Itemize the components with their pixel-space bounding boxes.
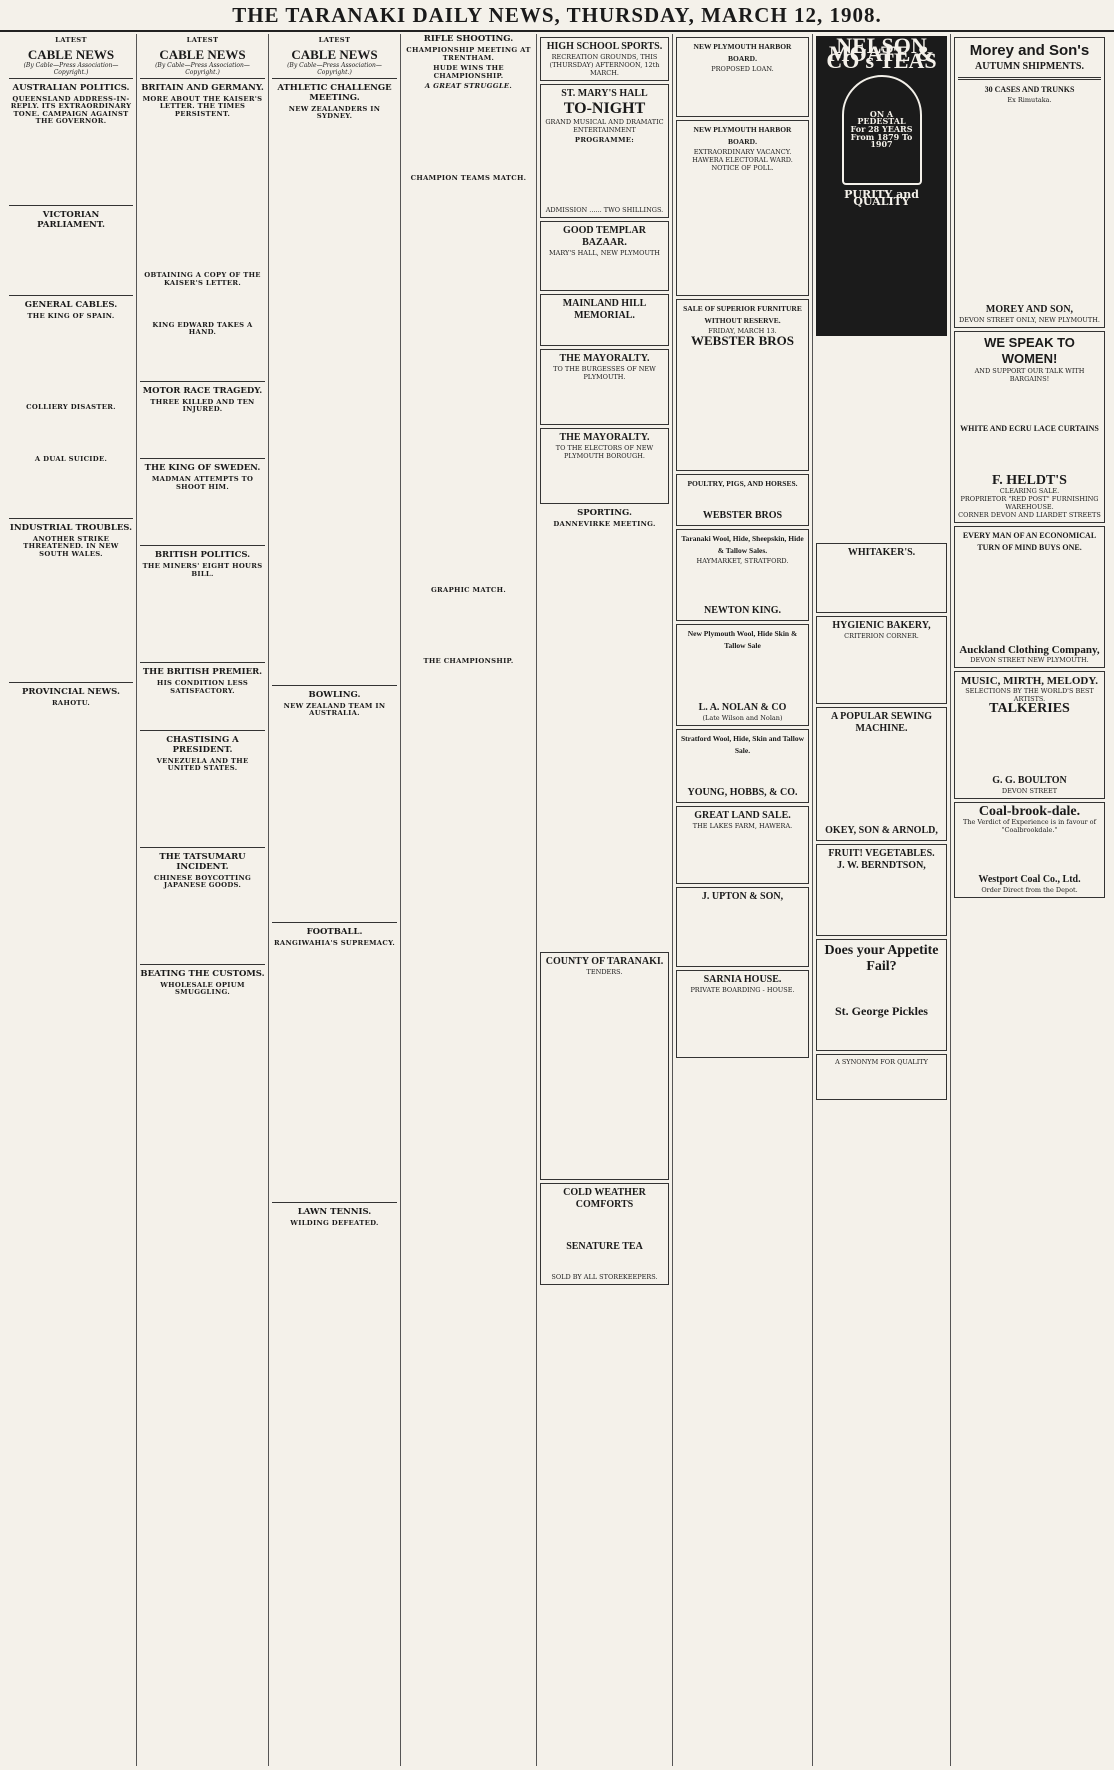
advert-subtitle: EXTRAORDINARY VACANCY. HAWERA ELECTORAL WARD. NOTICE OF POLL. — [692, 148, 793, 172]
column-6 — [672, 34, 812, 1766]
advert-subtitle: The Verdict of Experience is in favour of "Coalbrookdale." — [963, 818, 1096, 834]
section-title: THE TATSUMARU INCIDENT. — [159, 851, 246, 872]
advert-title: Morey and Son's — [969, 42, 1090, 59]
latest-label: LATEST — [55, 36, 87, 44]
advert-firm: WHITAKER'S. — [847, 547, 916, 558]
advert-title: GREAT LAND SALE. — [694, 810, 791, 821]
section-subtitle: A GREAT STRUGGLE. — [424, 82, 513, 91]
advert-county-taranaki — [540, 952, 669, 1180]
advert-st-marys-hall — [540, 84, 669, 218]
advert-subtitle: CRITERION CORNER. — [844, 632, 919, 640]
section-subtitle: THE MINERS' EIGHT HOURS BILL. — [142, 562, 263, 578]
advert-appetite — [816, 939, 947, 1051]
article-body — [9, 127, 133, 202]
advert-subtitle: TO THE BURGESSES OF NEW PLYMOUTH. — [553, 364, 656, 381]
section-title: VICTORIAN PARLIAMENT. — [37, 209, 105, 230]
advert-bazaar — [540, 221, 669, 291]
advert-auckland-clothing — [954, 526, 1105, 668]
advert-memorial — [540, 294, 669, 346]
section-subtitle: GRAPHIC MATCH. — [430, 585, 507, 594]
pedestal-icon: ON A PEDESTAL For 28 YEARS From 1879 To 1907 — [842, 75, 922, 185]
advert-title: FRUIT! VEGETABLES. — [828, 848, 935, 859]
column-5 — [536, 34, 672, 1766]
advert-line: 30 CASES AND TRUNKS — [984, 85, 1075, 94]
section-title: AUSTRALIAN POLITICS. — [12, 82, 130, 93]
advert-order: Order Direct from the Depot. — [981, 886, 1078, 894]
section-title: GENERAL CABLES. — [24, 299, 118, 310]
advert-coalbrookdale — [954, 802, 1105, 898]
advert-firm: NEWTON KING. — [703, 605, 782, 616]
advert-firm: WEBSTER BROS — [702, 510, 783, 521]
newspaper-page — [6, 34, 1108, 1766]
section-title: SPORTING. — [577, 507, 632, 518]
section-title: BOWLING. — [308, 689, 361, 700]
advert-subtitle: PRIVATE BOARDING - HOUSE. — [690, 986, 795, 994]
advert-title: ST. MARY'S HALL — [561, 88, 648, 99]
advert-furniture-sale — [676, 299, 809, 471]
advert-firm: G. G. BOULTON — [992, 775, 1067, 786]
advert-title: A SYNONYM FOR QUALITY — [835, 1058, 928, 1066]
nelson-purity: PURITY and QUALITY — [844, 187, 919, 209]
section-subtitle: HIS CONDITION LESS SATISFACTORY. — [156, 679, 249, 695]
column-8 — [950, 34, 1108, 1766]
section-subtitle: CHINESE BOYCOTTING JAPANESE GOODS. — [153, 873, 252, 890]
advert-admission: ADMISSION ...... TWO SHILLINGS. — [545, 205, 664, 214]
section-subtitle: THE KING OF SPAIN. — [27, 311, 115, 320]
section-subtitle: NEW ZEALAND TEAM IN AUSTRALIA. — [283, 701, 386, 718]
advert-product: St. George Pickles — [835, 1004, 928, 1018]
advert-firm: L. A. NOLAN & CO — [698, 702, 787, 713]
advert-title: COLD WEATHER COMFORTS — [563, 1187, 646, 1211]
section-subtitle: RAHOTU. — [51, 699, 91, 708]
advert-title: Does your Appetite Fail? — [824, 943, 939, 974]
advert-mayoralty-1 — [540, 349, 669, 425]
advert-nelson-teas — [816, 36, 947, 336]
advert-high-school-sports — [540, 37, 669, 81]
advert-sewing-machine — [816, 707, 947, 841]
section-title: BEATING THE CUSTOMS. — [140, 968, 265, 979]
advert-title: New Plymouth Wool, Hide Skin & Tallow Sale — [687, 629, 798, 650]
advert-title: THE MAYORALTY. — [559, 352, 650, 364]
section-title: ATHLETIC CHALLENGE MEETING. — [277, 82, 392, 103]
advert-firm: MOREY AND SON, — [985, 304, 1074, 315]
advert-ship: Ex Rimutaka. — [1007, 96, 1052, 104]
column-1 — [6, 34, 136, 1766]
advert-address: CORNER DEVON AND LIARDET STREETS — [958, 511, 1101, 519]
advert-subtitle: TO THE ELECTORS OF NEW PLYMOUTH BOROUGH. — [555, 443, 654, 460]
advert-line: PROPRIETOR "RED POST" FURNISHING WAREHOUSE. — [960, 495, 1099, 511]
advert-title: THE MAYORALTY. — [559, 431, 650, 443]
advert-subtitle: RECREATION GROUNDS, THIS (THURSDAY) AFTERNOON, 12th MARCH. — [549, 53, 660, 77]
advert-talkeries — [954, 671, 1105, 799]
advert-title: COUNTY OF TARANAKI. — [545, 956, 664, 968]
advert-firm: J. UPTON & SON, — [701, 891, 784, 902]
section-subtitle: WHOLESALE OPIUM SMUGGLING. — [160, 980, 245, 997]
advert-address: DEVON STREET — [1001, 787, 1058, 795]
advert-sarnia-house — [676, 970, 809, 1058]
advert-harbor-loan — [676, 37, 809, 117]
advert-poultry — [676, 474, 809, 526]
advert-harbor-poll — [676, 120, 809, 296]
section-subtitle: CHAMPIONSHIP MEETING AT TRENTHAM. — [406, 46, 531, 62]
latest-label: LATEST — [186, 36, 219, 44]
advert-title: Coal-brook-dale. — [978, 804, 1081, 819]
section-subtitle: A DUAL SUICIDE. — [34, 454, 108, 463]
advert-title: SALE OF SUPERIOR FURNITURE WITHOUT RESERVE. — [683, 304, 802, 325]
section-subtitle: KING EDWARD TAKES A HAND. — [152, 320, 253, 337]
advert-subtitle: TENDERS. — [586, 968, 623, 977]
section-subtitle: ANOTHER STRIKE THREATENED. IN NEW SOUTH WALES. — [23, 534, 119, 558]
advert-big-text: TO-NIGHT — [563, 100, 646, 117]
advert-address: DEVON STREET NEW PLYMOUTH. — [970, 656, 1089, 664]
advert-title: HYGIENIC BAKERY, — [832, 620, 931, 631]
advert-firm: OKEY, SON & ARNOLD, — [825, 825, 938, 836]
advert-firm: Westport Coal Co., Ltd. — [978, 874, 1081, 885]
advert-cold-weather — [540, 1183, 669, 1285]
advert-subtitle: AND SUPPORT OUR TALK WITH BARGAINS! — [974, 367, 1085, 383]
advert-subtitle: THE LAKES FARM, HAWERA. — [692, 822, 793, 830]
advert-title: SENATURE TEA — [566, 1241, 643, 1253]
advert-subtitle: HAYMARKET, STRATFORD. — [696, 557, 789, 565]
advert-address: DEVON STREET ONLY, NEW PLYMOUTH. — [959, 316, 1100, 324]
cable-news-heading: CABLE NEWS — [291, 46, 378, 62]
advert-date: FRIDAY, MARCH 13. — [708, 327, 777, 335]
advert-programme: PROGRAMME: — [574, 136, 635, 144]
cable-news-heading: CABLE NEWS — [159, 46, 246, 62]
advert-firm-sub: (Late Wilson and Nolan) — [702, 714, 783, 722]
advert-title: MUSIC, MIRTH, MELODY. — [960, 675, 1099, 687]
advert-mayoralty-2 — [540, 428, 669, 504]
advert-title: Taranaki Wool, Hide, Sheepskin, Hide & Tallow Sales. — [681, 534, 804, 555]
section-subtitle: NEW ZEALANDERS IN SYDNEY. — [288, 104, 381, 121]
advert-footer: SOLD BY ALL STOREKEEPERS. — [551, 1273, 658, 1282]
advert-title: Stratford Wool, Hide, Skin and Tallow Sale. — [680, 734, 805, 755]
byline: (By Cable—Press Association—Copyright.) — [272, 62, 397, 79]
section-title: MOTOR RACE TRAGEDY. — [142, 385, 263, 396]
section-title: BRITISH POLITICS. — [154, 550, 251, 561]
advert-stratford-wool — [676, 729, 809, 803]
advert-whitakers — [816, 543, 947, 613]
byline: (By Cable—Press Association—Copyright.) — [140, 62, 265, 79]
advert-fruit — [816, 844, 947, 936]
section-title: THE KING OF SWEDEN. — [144, 462, 261, 473]
section-title: THE BRITISH PREMIER. — [142, 667, 263, 678]
advert-firm: YOUNG, HOBBS, & CO. — [687, 787, 798, 798]
section-title: LAWN TENNIS. — [297, 1206, 372, 1217]
section-subtitle: HUDE WINS THE CHAMPIONSHIP. — [433, 64, 504, 80]
advert-taranaki-wool — [676, 529, 809, 621]
section-title: INDUSTRIAL TROUBLES. — [9, 522, 133, 533]
advert-np-wool — [676, 624, 809, 726]
section-subtitle: COLLIERY DISASTER. — [26, 403, 116, 412]
advert-subtitle: CLEARING SALE. — [999, 487, 1060, 495]
advert-subtitle: SELECTIONS BY THE WORLD'S BEST ARTISTS. — [965, 687, 1094, 703]
advert-subtitle: GRAND MUSICAL AND DRAMATIC ENTERTAINMENT — [545, 118, 664, 134]
section-subtitle: THE CHAMPIONSHIP. — [423, 657, 514, 666]
section-subtitle: QUEENSLAND ADDRESS-IN-REPLY. ITS EXTRAORDINARY TONE. CAMPAIGN AGAINST THE GOVERNOR. — [10, 94, 132, 126]
advert-title: GOOD TEMPLAR BAZAAR. — [563, 224, 646, 248]
advert-line: WHITE AND ECRU LACE CURTAINS — [960, 424, 1099, 433]
section-title: PROVINCIAL NEWS. — [22, 687, 120, 698]
advert-title: SARNIA HOUSE. — [703, 974, 782, 985]
advert-title: WE SPEAK TO WOMEN! — [984, 335, 1075, 366]
advert-speak-to-women — [954, 331, 1105, 523]
column-3 — [268, 34, 400, 1766]
section-title: FOOTBALL. — [306, 926, 363, 937]
section-subtitle: THREE KILLED AND TEN INJURED. — [150, 397, 255, 414]
advert-synonym — [816, 1054, 947, 1100]
advert-big-text: TALKERIES — [989, 701, 1070, 716]
masthead — [0, 0, 1114, 32]
column-7 — [812, 34, 950, 1766]
section-title: RIFLE SHOOTING. — [423, 34, 514, 44]
section-subtitle: OBTAINING A COPY OF THE KAISER'S LETTER. — [144, 271, 261, 287]
advert-firm: J. W. BERNDTSON, — [837, 860, 926, 871]
advert-title: POULTRY, PIGS, AND HORSES. — [687, 479, 798, 488]
advert-firm: F. HELDT'S — [992, 473, 1067, 488]
section-subtitle: RANGIWAHIA'S SUPREMACY. — [273, 938, 396, 947]
advert-title: MAINLAND HILL MEMORIAL. — [562, 297, 647, 321]
advert-land-sale — [676, 806, 809, 884]
advert-firm: Auckland Clothing Company, — [959, 644, 1100, 656]
section-title: CHASTISING A PRESIDENT. — [166, 734, 239, 755]
newspaper-title: THE TARANAKI DAILY NEWS, THURSDAY, MARCH 12, 1908. — [232, 3, 882, 27]
byline: (By Cable—Press Association—Copyright.) — [9, 62, 133, 79]
advert-subtitle: AUTUMN SHIPMENTS. — [975, 61, 1084, 72]
advert-morey — [954, 37, 1105, 328]
nelson-title: NELSON MOATE & CO's TEAS — [826, 34, 937, 74]
section-subtitle: VENEZUELA AND THE UNITED STATES. — [156, 756, 249, 773]
section-subtitle: CHAMPION TEAMS MATCH. — [410, 173, 527, 182]
advert-subtitle: MARY'S HALL, NEW PLYMOUTH — [549, 248, 660, 257]
advert-subtitle: PROPOSED LOAN. — [711, 65, 774, 73]
advert-firm: WEBSTER BROS — [691, 333, 794, 348]
section-subtitle: MORE ABOUT THE KAISER'S LETTER. THE TIMES PERSISTENT. — [142, 94, 263, 118]
section-subtitle: MADMAN ATTEMPTS TO SHOOT HIM. — [151, 474, 254, 491]
column-2 — [136, 34, 268, 1766]
advert-title: NEW PLYMOUTH HARBOR BOARD. — [693, 42, 792, 63]
advert-title: EVERY MAN OF AN ECONOMICAL TURN OF MIND BUYS ONE. — [962, 531, 1097, 552]
section-subtitle: DANNEVIRKE MEETING. — [553, 519, 656, 528]
advert-title: NEW PLYMOUTH HARBOR BOARD. — [693, 125, 792, 146]
advert-title: A POPULAR SEWING MACHINE. — [830, 711, 933, 734]
advert-title: HIGH SCHOOL SPORTS. — [546, 41, 663, 52]
section-subtitle: WILDING DEFEATED. — [290, 1218, 379, 1227]
column-4 — [400, 34, 536, 1766]
advert-upton — [676, 887, 809, 967]
cable-news-heading: CABLE NEWS — [27, 46, 115, 62]
latest-label: LATEST — [318, 36, 351, 44]
advert-bakery — [816, 616, 947, 704]
section-title: BRITAIN AND GERMANY. — [141, 82, 264, 93]
